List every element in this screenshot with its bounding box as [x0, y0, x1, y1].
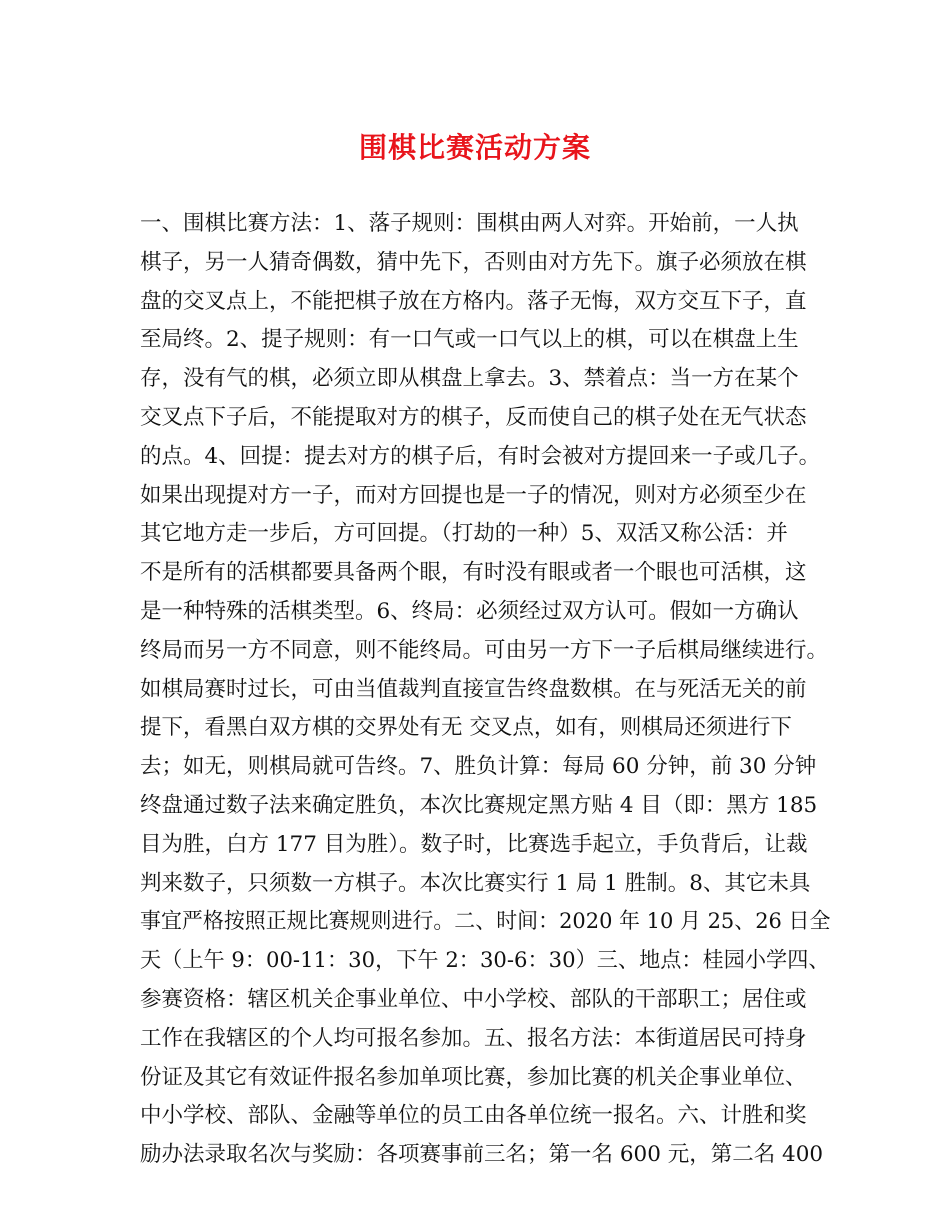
body-line: 其它地方走一步后，方可回提。（打劫的一种）5、双活又称公活：并 — [140, 521, 788, 547]
body-line: 中小学校、部队、金融等单位的员工由各单位统一报名。六、计胜和奖 — [140, 1103, 807, 1129]
body-line: 一、围棋比赛方法：1、落子规则：围棋由两人对弈。开始前，一人执 — [140, 211, 799, 236]
body-line: 如棋局赛时过长，可由当值裁判直接宣告终盘数棋。在与死活无关的前 — [140, 676, 807, 702]
body-line: 份证及其它有效证件报名参加单项比赛，参加比赛的机关企事业单位、 — [140, 1064, 807, 1090]
body-line: 存，没有气的棋，必须立即从棋盘上拿去。3、禁着点：当一方在某个 — [140, 366, 799, 392]
body-line: 的点。4、回提：提去对方的棋子后，有时会被对方提回来一子或几子。 — [140, 443, 821, 469]
body-line: 不是所有的活棋都要具备两个眼，有时没有眼或者一个眼也可活棋，这 — [140, 560, 807, 586]
body-line: 棋子，另一人猜奇偶数，猜中先下，否则由对方先下。旗子必须放在棋 — [140, 249, 807, 275]
body-line: 提下，看黑白双方棋的交界处有无 交叉点，如有，则棋局还须进行下 — [140, 715, 792, 741]
body-line: 目为胜，白方 177 目为胜）。数子时，比赛选手起立，手负背后，让裁 — [140, 831, 808, 857]
body-line: 至局终。2、提子规则：有一口气或一口气以上的棋，可以在棋盘上生 — [140, 327, 799, 353]
body-line: 盘的交叉点上，不能把棋子放在方格内。落子无悔，双方交互下子，直 — [140, 288, 807, 314]
body-line: 如果出现提对方一子，而对方回提也是一子的情况，则对方必须至少在 — [140, 482, 807, 508]
body-line: 参赛资格：辖区机关企事业单位、中小学校、部队的干部职工；居住或 — [140, 986, 807, 1012]
body-line: 工作在我辖区的个人均可报名参加。五、报名方法：本街道居民可持身 — [140, 1025, 807, 1051]
body-line: 终盘通过数子法来确定胜负，本次比赛规定黑方贴 4 目（即：黑方 185 — [140, 792, 818, 818]
body-line: 终局而另一方不同意，则不能终局。可由另一方下一子后棋局继续进行。 — [140, 637, 829, 663]
body-line: 励办法录取名次与奖励：各项赛事前三名；第一名 600 元，第二名 400 — [140, 1142, 824, 1168]
body-line: 判来数子，只须数一方棋子。本次比赛实行 1 局 1 胜制。8、其它未具 — [140, 870, 811, 896]
body-line: 是一种特殊的活棋类型。6、终局：必须经过双方认可。假如一方确认 — [140, 598, 799, 624]
body-line: 事宜严格按照正规比赛规则进行。二、时间：2020 年 10 月 25、26 日全 — [140, 909, 831, 935]
body-line: 天（上午 9：00-11：30，下午 2：30-6：30）三、地点：桂园小学四、 — [140, 948, 830, 974]
document-title: 围棋比赛活动方案 — [358, 131, 591, 164]
body-line: 交叉点下子后，不能提取对方的棋子，反而使自己的棋子处在无气状态 — [140, 404, 807, 430]
body-line: 去；如无，则棋局就可告终。7、胜负计算：每局 60 分钟，前 30 分钟 — [140, 754, 817, 780]
document-body — [140, 205, 830, 1175]
